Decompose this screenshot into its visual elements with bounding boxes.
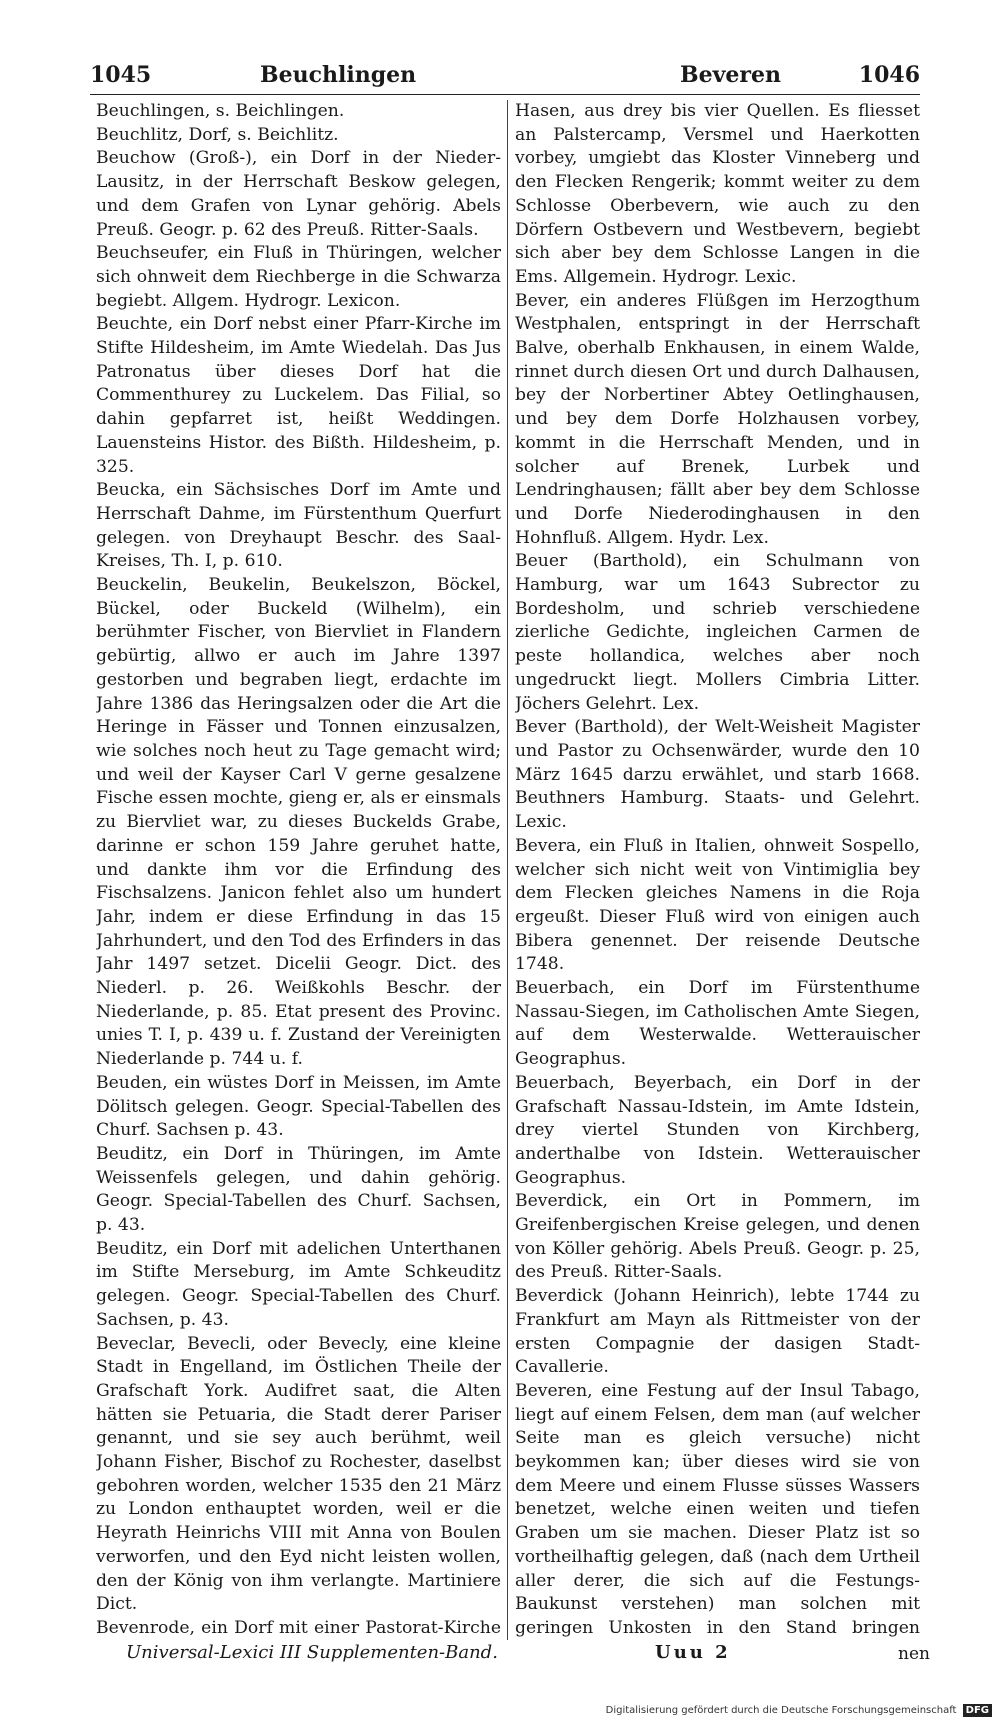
entry: Bever, ein anderes Flüßgen im Herzogthum Westphalen, entspringt in der Herrschaft Balve, oberhalb Enkhausen, in einem Walde, rinnet durch diesen Ort und durch Dalhausen, bey der Norbertiner Abtey Oetlinghausen, und bey dem Dorfe Holzhausen vorbey, kommt in die Herrschaft Menden, und in solcher auf Brenek, Lurbek und Lendringhausen; fällt aber bey dem Schlosse und Dorfe Niederodinghausen in den Hohnfluß. Allgem. Hydr. Lex. [515,290,920,548]
entry: Beuchte, ein Dorf nebst einer Pfarr-Kirche im Stifte Hildesheim, im Amte Wiedelah. Das Jus Patronatus über dieses Dorf hat die Commenthurey zu Luckelem. Das Filial, so dahin gepfarret ist, heißt Weddingen. Lauensteins Histor. des Bißth. Hildesheim, p. 325. [96,314,501,477]
signature-mark: Uuu 2 [655,1642,731,1663]
page-number-right: 1046 [858,62,920,88]
entry: Beuden, ein wüstes Dorf in Meissen, im Amte Dölitsch gelegen. Geogr. Special-Tabellen des Churf. Sachsen p. 43. [96,1072,501,1141]
catchword: nen [898,1644,930,1664]
column-divider [507,100,508,1640]
left-column [96,100,501,1640]
running-header [90,58,920,95]
entry: Beuchseufer, ein Fluß in Thüringen, welcher sich ohnweit dem Riechberge in die Schwarza begiebt. Allgem. Hydrogr. Lexicon. [96,243,501,311]
entry: Beuer (Barthold), ein Schulmann von Hamburg, war um 1643 Subrector zu Bordesholm, und schrieb verschiedene zierliche Gedichte, ingleichen Carmen de peste hollandica, welches aber noch ungedruckt liegt. Mollers Cimbria Litter. Jöchers Gelehrt. Lex. [515,551,920,714]
entry: Beuckelin, Beukelin, Beukelszon, Böckel, Bückel, oder Buckeld (Wilhelm), ein berühmter Fischer, von Biervliet in Flandern gebürtig, allwo er auch im Jahre 1397 gestorben und begraben liegt, erdachte im Jahre 1386 das Heringsalzen oder die Art die Heringe in Fässer und Tonnen einzusalzen, wie solches noch heut zu Tage gemacht wird; und weil der Kayser Carl V gerne gesalzene Fische essen mochte, gieng er, als er einsmals zu Biervliet war, zu dieses Buckelds Grabe, darinne er schon 159 Jahre geruhet hatte, und dankte ihm vor die Erfindung des Fischsalzens. Janicon fehlet also um hundert Jahr, indem er diese Erfindung in das 15 Jahrhundert, und den Tod des Erfinders in das Jahr 1497 setzet. Dicelii Geogr. Dict. des Niederl. p. 26. Weißkohls Beschr. der Niederlande, p. 85. Etat present des Provinc. unies T. I, p. 439 u. f. Zustand der Vereinigten Niederlande p. 744 u. f. [96,575,501,1070]
entry: Bever (Barthold), der Welt-Weisheit Magister und Pastor zu Ochsenwärder, wurde den 10 März 1645 darzu erwählet, und starb 1668. Beuthners Hamburg. Staats- und Gelehrt. Lexic. [515,717,920,833]
entry: Bevera, ein Fluß in Italien, ohnweit Sospello, welcher sich nicht weit von Vintimiglia bey dem Flecken gleiches Namens in die Roja ergeußt. Dieser Fluß wird von einigen auch Bibera genennet. Der reisende Deutsche 1748. [515,835,920,975]
entry: Beveren, eine Festung auf der Insul Tabago, liegt auf einem Felsen, dem man (auf welcher Seite man es gleich versuche) nicht beykommen kan; über dieses wird sie von dem Meere und einem Flusse süsses Wassers benetzet, welche einen weiten und tiefen Graben um sie machen. Dieser Platz ist so vortheilhaftig gelegen, daß (nach dem Urtheil aller derer, die sich auf die Festungs-Baukunst verstehen) man solchen mit geringen Unkosten in den Stand bringen [515,1380,920,1638]
dfg-logo: DFG [963,1704,992,1717]
entry: Beuditz, ein Dorf mit adelichen Unterthanen im Stifte Merseburg, im Amte Schkeuditz gelegen. Geogr. Special-Tabellen des Churf. Sachsen, p. 43. [96,1238,501,1330]
entry: Bevenrode, ein Dorf mit einer Pastorat-Kirche [96,1618,501,1638]
entry: Beuerbach, ein Dorf im Fürstenthume Nassau-Siegen, im Catholischen Amte Siegen, auf dem Westerwalde. Wetterauischer Geographus. [515,978,920,1070]
volume-footer: Universal-Lexici III Supplementen-Band. [126,1642,498,1663]
entry: Beuchlitz, Dorf, s. Beichlitz. [96,124,339,145]
entry: Beverdick (Johann Heinrich), lebte 1744 zu Frankfurt am Mayn als Rittmeister von der ersten Compagnie der dasigen Stadt-Cavallerie. [515,1286,920,1378]
entry: Hasen, aus drey bis vier Quellen. Es fliesset an Palstercamp, Versmel und Haerkotten vorbey, umgiebt das Kloster Vinneberg und den Flecken Rengerik; kommt weiter zu dem Schlosse Oberbevern, wie auch zu den Dörfern Ostbevern und Westbevern, begiebt sich aber bey dem Schlosse Langen in die Ems. Allgemein. Hydrogr. Lexic. [515,101,920,287]
entry: Beverdick, ein Ort in Pommern, im Greifenbergischen Kreise gelegen, und denen von Köller gehörig. Abels Preuß. Geogr. p. 25, des Preuß. Ritter-Saals. [515,1191,920,1283]
header-keyword-right: Beveren [680,62,781,88]
entry: Beveclar, Bevecli, oder Bevecly, eine kleine Stadt in Engelland, im Östlichen Theile der Grafschaft York. Audifret saat, die Alten hätten sie Petuaria, die Stadt derer Pariser genannt, und sie sey auch berühmt, weil Johann Fisher, Bischof zu Rochester, daselbst gebohren worden, welcher 1535 den 21 März zu London enthauptet worden, weil er die Heyrath Heinrichs VIII mit Anna von Boulen verworfen, und den Eyd nicht leisten wollen, den der König von ihm verlangte. Martiniere Dict. [96,1333,501,1615]
entry: Beuchow (Groß-), ein Dorf in der Nieder-Lausitz, in der Herrschaft Beskow gelegen, und dem Grafen von Lynar gehörig. Abels Preuß. Geogr. p. 62 des Preuß. Ritter-Saals. [96,148,501,240]
entry: Beuchlingen, s. Beichlingen. [96,101,345,121]
page-number-left: 1045 [90,62,152,88]
credit-text: Digitalisierung gefördert durch die Deutsche Forschungsgemeinschaft [605,1705,957,1716]
entry: Beuditz, ein Dorf in Thüringen, im Amte Weissenfels gelegen, und dahin gehörig. Geogr. Special-Tabellen des Churf. Sachsen, p. 43. [96,1143,501,1236]
entry: Beucka, ein Sächsisches Dorf im Amte und Herrschaft Dahme, im Fürstenthum Querfurt gelegen. von Dreyhaupt Beschr. des Saal-Kreises, Th. I, p. 610. [96,480,501,572]
digitization-credit [606,1704,992,1717]
header-keyword-left: Beuchlingen [260,62,417,88]
entry: Beuerbach, Beyerbach, ein Dorf in der Grafschaft Nassau-Idstein, im Amte Idstein, drey viertel Stunden von Kirchberg, anderthalbe von Idstein. Wetterauischer Geographus. [515,1072,920,1188]
right-column [515,100,920,1640]
